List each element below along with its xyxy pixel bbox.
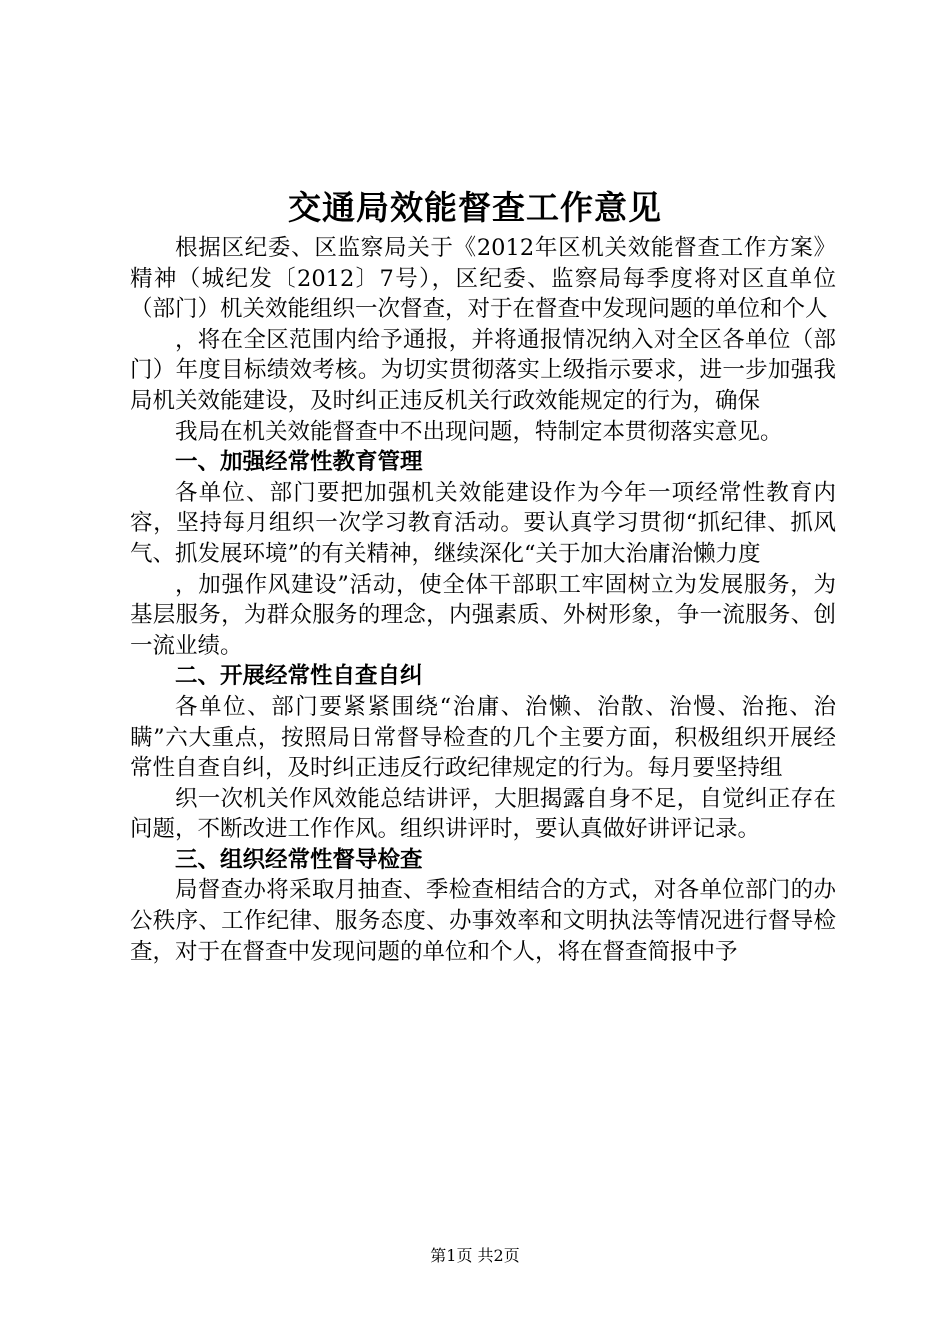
section-2-paragraph-1: 各单位、部门要紧紧围绕“治庸、治懒、治散、治慢、治拖、治瞒”六大重点，按照局日常督导检查的几个主要方面，积极组织开展经常性自查自纠，及时纠正违反行政纪律规定的行为。每月要坚持组 — [130, 693, 836, 782]
section-2-paragraph-2: 织一次机关作风效能总结讲评，大胆揭露自身不足，自觉纠正存在问题，不断改进工作作风。组织讲评时，要认真做好讲评记录。 — [130, 785, 836, 843]
section-3-paragraph-1: 局督查办将采取月抽查、季检查相结合的方式，对各单位部门的办公秩序、工作纪律、服务态度、办事效率和文明执法等情况进行督导检查，对于在督查中发现问题的单位和个人，将在督查简报中予 — [130, 877, 836, 965]
section-heading-2: 二、开展经常性自查自纠 — [175, 663, 423, 690]
section-heading-1: 一、加强经常性教育管理 — [175, 449, 423, 476]
intro-paragraph-2: ，将在全区范围内给予通报，并将通报情况纳入对全区各单位（部门）年度目标绩效考核。为切实贯彻落实上级指示要求，进一步加强我局机关效能建设，及时纠正违反机关行政效能规定的行为，确保 — [130, 326, 836, 414]
document-title: 交通局效能督查工作意见 — [288, 188, 662, 227]
section-1-paragraph-1: 各单位、部门要把加强机关效能建设作为今年一项经常性教育内容，坚持每月组织一次学习教育活动。要认真学习贯彻“抓纪律、抓风气、抓发展环境”的有关精神，继续深化“关于加大治庸治懒力度 — [130, 479, 836, 567]
page-number-footer: 第1页 共2页 — [430, 1246, 520, 1265]
section-1-paragraph-2: ，加强作风建设”活动，使全体干部职工牢固树立为发展服务，为基层服务，为群众服务的理念，内强素质、外树形象，争一流服务、创一流业绩。 — [130, 571, 836, 659]
document-body — [130, 233, 836, 967]
intro-paragraph-1: 根据区纪委、区监察局关于《2012年区机关效能督查工作方案》精神（城纪发〔2012〕7号），区纪委、监察局每季度将对区直单位（部门）机关效能组织一次督查，对于在督查中发现问题的单位和个人 — [130, 235, 836, 323]
intro-paragraph-3: 我局在机关效能督查中不出现问题，特制定本贯彻落实意见。 — [175, 418, 783, 445]
section-heading-3: 三、组织经常性督导检查 — [175, 846, 423, 873]
